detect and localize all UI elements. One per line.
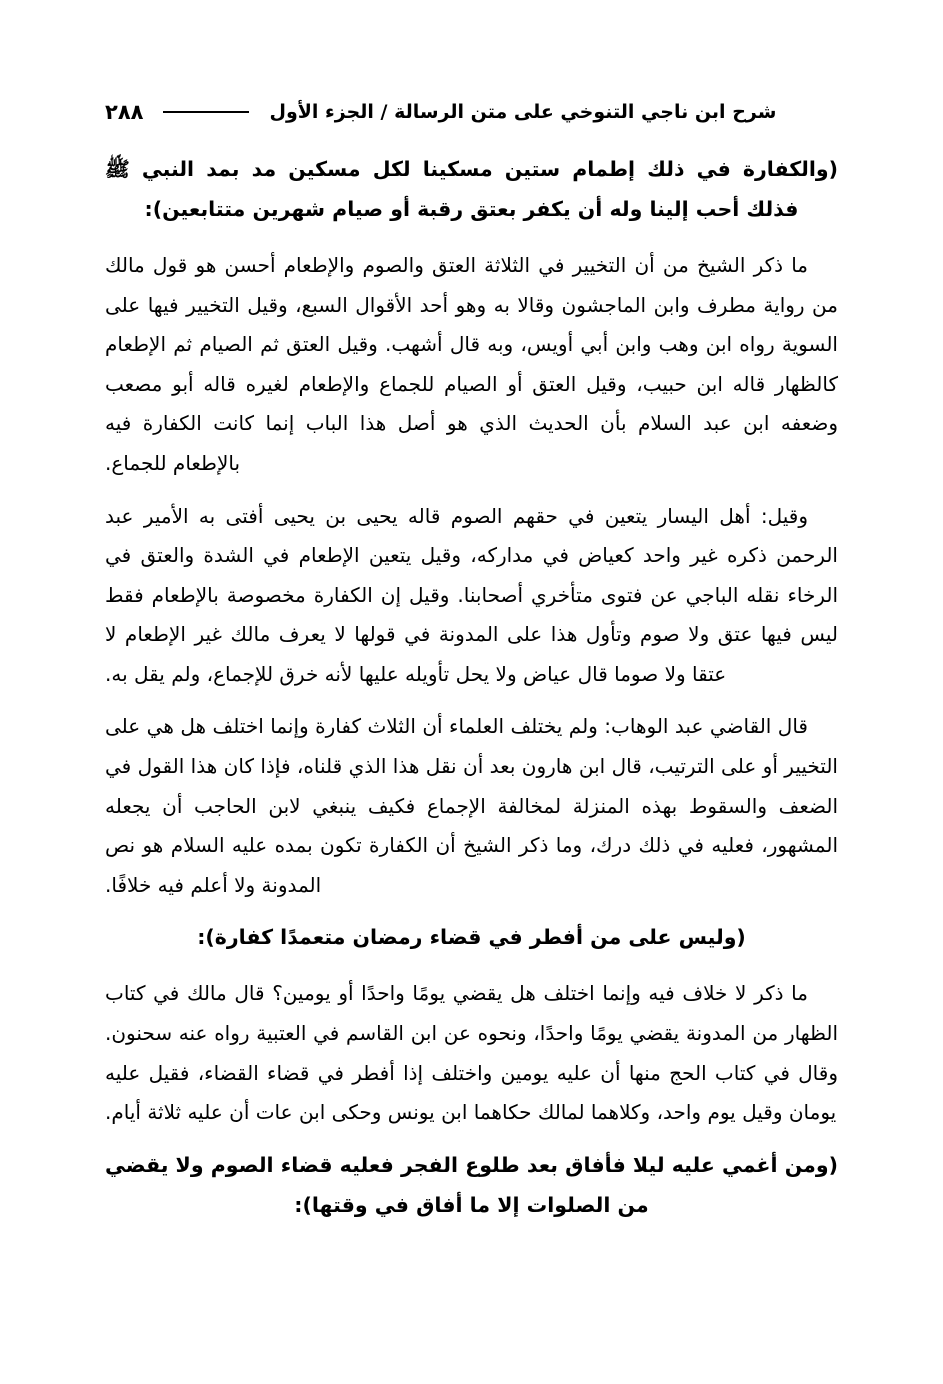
matn-quote-2: (وليس على من أفطر في قضاء رمضان متعمدًا كفارة): (197, 925, 746, 950)
commentary-paragraph-3: قال القاضي عبد الوهاب: ولم يختلف العلماء أن الثلاث كفارة وإنما اختلف هل هي على التخيير أو على الترتيب، قال ابن هارون بعد أن نقل هذا الذي قلناه، فإذا كان هذا القول في الضعف والسقوط بهذه المنزلة لمخالفة الإجماع فكيف ينبغي لابن الحاجب أن يجعله المشهور، فعليه في ذلك درك، وما ذكر الشيخ أن الكفارة تكون بمده عليه السلام هو نص المدونة ولا أعلم فيه خلافًا. (105, 714, 838, 897)
commentary-paragraph-2: وقيل: أهل اليسار يتعين في حقهم الصوم قاله يحيى بن يحيى أفتى به الأمير عبد الرحمن ذكره غير واحد كعياض في مداركه، وقيل يتعين الإطعام في الشدة والعتق في الرخاء نقله الباجي عن فتوى متأخري أصحابنا. وقيل إن الكفارة مخصوصة بالإطعام فقط ليس فيها عتق ولا صوم وتأول هذا على المدونة في قولها لا يعرف مالك غير الإطعام لا عتقا ولا صوما قال عياض ولا يحل تأويله عليها لأنه خرق للإجماع، ولم يقل به. (105, 503, 838, 686)
page-header (105, 100, 838, 124)
matn-quote-1: (والكفارة في ذلك إطمام ستين مسكينا لكل مسكين مد بمد النبي ﷺ فذلك أحب إلينا وله أن يكفر بعتق رقبة أو صيام شهرين متتابعين): (105, 157, 838, 221)
matn-quote-3: (ومن أغمي عليه ليلا فأفاق بعد طلوع الفجر فعليه قضاء الصوم ولا يقضي من الصلوات إلا ما أفاق في وقتها): (105, 1152, 838, 1217)
header-rule (163, 111, 249, 113)
commentary-paragraph-4: ما ذكر لا خلاف فيه وإنما اختلف هل يقضي يومًا واحدًا أو يومين؟ قال مالك في كتاب الظهار من المدونة يقضي يومًا واحدًا، ونحوه عن ابن القاسم في العتبية رواه عنه سحنون. وقال في كتاب الحج منها أن عليه يومين واختلف إذا أفطر في قضاء القضاء، فقيل عليه يومان وقيل يوم واحد، وكلاهما لمالك حكاهما ابن يونس وحكى ابن عات أن عليه ثلاثة أيام. (105, 981, 838, 1125)
page-number: ٢٨٨ (105, 100, 144, 124)
book-title: شرح ابن ناجي التنوخي على متن الرسالة / الجزء الأول (269, 101, 777, 123)
commentary-paragraph-1: ما ذكر الشيخ من أن التخيير في الثلاثة العتق والصوم والإطعام أحسن هو قول مالك من رواية مطرف وابن الماجشون وقالا به وهو أحد الأقوال السبع، وقيل التخيير فيها على السوية رواه ابن وهب وابن أبي أويس، وبه قال أشهب. وقيل العتق ثم الصيام ثم الإطعام كالظهار قاله ابن حبيب، وقيل العتق أو الصيام للجماع والإطعام لغيره قاله أبو مصعب وضعفه ابن عبد السلام بأن الحديث الذي هو أصل هذا الباب إنما كانت الكفارة فيه بالإطعام للجماع. (105, 252, 838, 475)
